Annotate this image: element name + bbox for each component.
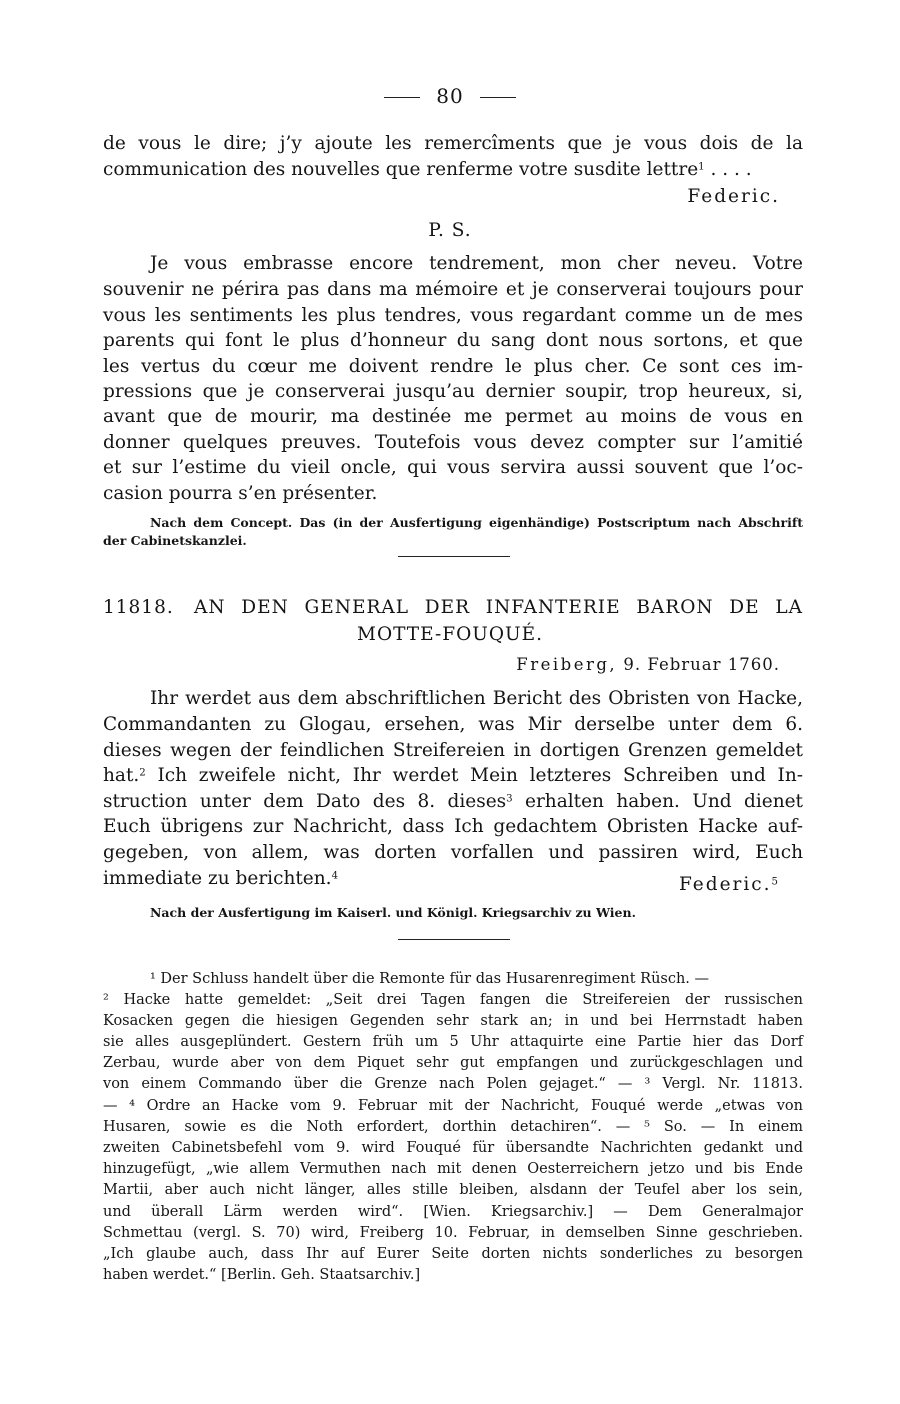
ps-line-10: casion pourra s’en présenter.	[103, 483, 378, 504]
page-number: 80	[436, 84, 464, 108]
footnote-ref-5: 5	[771, 876, 780, 888]
ps-line-2: souvenir ne périra pas dans ma mémoire et je conserverai toujours pour	[103, 279, 803, 300]
footnote-line-4: sie alles ausgeplündert. Gestern früh um 5 Uhr attaquirte eine Partie hier das Dorf	[103, 1034, 803, 1050]
letter2-line-5	[103, 791, 803, 812]
ps-line-3: vous les sentiments les plus tendres, vous regardant comme un de mes	[103, 305, 803, 326]
letter2-line-2: Commandanten zu Glogau, ersehen, was Mir derselbe unter dem 6.	[103, 714, 803, 735]
letter2-line-5-tail: erhalten haben. Und dienet	[512, 791, 803, 812]
footnote-divider	[398, 939, 510, 940]
letter2-line-8-text: immediate zu berichten.	[103, 868, 332, 889]
letter-title-line-1: AN DEN GENERAL DER INFANTERIE BARON DE LA	[194, 597, 803, 618]
letter2-line-5-text: struction unter dem Dato des 8. dieses	[103, 791, 507, 812]
footnote-line-1: ¹ Der Schluss handelt über die Remonte für das Husarenregiment Rüsch. —	[150, 971, 710, 987]
letter-title-line-2: MOTTE-FOUQUÉ.	[357, 624, 543, 645]
letter2-line-4	[103, 765, 803, 786]
header-dash-left	[384, 97, 420, 98]
letter2-line-4-tail: Ich zweifele nicht, Ihr werdet Mein letzteres Schreiben und In-	[145, 765, 803, 786]
footnote-ref-1: 1	[698, 161, 705, 173]
footnote-line-13: Schmettau (vergl. S. 70) wird, Freiberg 10. Februar, in demselben Sinne geschrieben.	[103, 1225, 803, 1241]
letter1-line-2	[103, 159, 803, 180]
letter1-source-line-2: der Cabinetskanzlei.	[103, 533, 247, 548]
letter2-line-3: dieses wegen der feindlichen Streifereien in dortigen Grenzen gemeldet	[103, 740, 803, 761]
ps-line-1: Je vous embrasse encore tendrement, mon cher neveu. Votre	[150, 253, 803, 274]
letter1-source-line-1: Nach dem Concept. Das (in der Ausfertigung eigenhändige) Postscriptum nach Abschrift	[150, 515, 803, 530]
letter-number: 11818.	[103, 597, 174, 618]
page-header	[0, 84, 900, 108]
section-divider	[398, 556, 510, 557]
ps-line-6: pressions que je conserverai jusqu’au dernier soupir, trop heureux, si,	[103, 381, 803, 402]
letter1-line-1: de vous le dire; j’y ajoute les remercîments que je vous dois de la	[103, 133, 803, 154]
footnote-line-11: Martii, aber auch nicht länger, alles stille bleiben, alsdann der Teufel aber los sein,	[103, 1182, 803, 1198]
ps-heading: P. S.	[428, 220, 472, 241]
footnote-ref-2: 2	[139, 767, 146, 779]
place-date	[516, 655, 780, 674]
ps-line-7: avant que de mourir, ma destinée me permet au moins de vous en	[103, 406, 803, 427]
footnote-line-3: Kosacken gegen die hiesigen Gegenden sehr stark an; in und bei Herrnstadt haben	[103, 1013, 803, 1029]
footnote-line-9: zweiten Cabinetsbefehl vom 9. wird Fouqué für übersandte Nachrichten gedankt und	[103, 1140, 803, 1156]
letter2-signature-text: Federic.	[678, 874, 772, 895]
letter1-line-2-text: communication des nouvelles que renferme votre susdite lettre	[103, 159, 699, 180]
footnote-line-5: Zerbau, wurde aber von dem Piquet sehr gut empfangen und zurückgeschlagen und	[103, 1055, 803, 1071]
footnote-line-12: und überall Lärm werden wird“. [Wien. Kriegsarchiv.] — Dem Generalmajor	[103, 1204, 803, 1220]
footnote-ref-3: 3	[506, 793, 513, 805]
footnote-line-15: haben werdet.“ [Berlin. Geh. Staatsarchiv.]	[103, 1267, 421, 1283]
ps-line-5: les vertus du cœur me doivent rendre le plus cher. Ce sont ces im-	[103, 356, 803, 377]
letter2-line-1: Ihr werdet aus dem abschriftlichen Bericht des Obristen von Hacke,	[150, 688, 803, 709]
place: Freiberg,	[516, 655, 618, 674]
letter2-line-4-text: hat.	[103, 765, 140, 786]
footnote-line-10: hinzugefügt, „wie allem Vermuthen nach mit denen Oesterreichern jetzo und bis Ende	[103, 1161, 803, 1177]
letter2-line-8	[103, 868, 503, 889]
letter2-line-7: gegeben, von allem, was dorten vorfallen und passiren wird, Euch	[103, 842, 803, 863]
footnote-line-7: — ⁴ Ordre an Hacke vom 9. Februar mit der Nachricht, Fouqué werde „etwas von	[103, 1098, 803, 1114]
ps-line-8: donner quelques preuves. Toutefois vous devez compter sur l’amitié	[103, 432, 803, 453]
letter2-signature	[679, 874, 780, 895]
ps-line-9: et sur l’estime du vieil oncle, qui vous servira aussi souvent que l’oc-	[103, 457, 803, 478]
footnote-line-2: ² Hacke hatte gemeldet: „Seit drei Tagen fangen die Streifereien der russischen	[103, 992, 803, 1008]
letter1-signature: Federic.	[687, 186, 780, 207]
letter2-line-6: Euch übrigens zur Nachricht, dass Ich gedachtem Obristen Hacke auf-	[103, 816, 803, 837]
footnote-ref-4: 4	[331, 870, 339, 882]
date: 9. Februar 1760.	[623, 655, 780, 674]
letter1-line-2-tail: . . . .	[704, 159, 752, 180]
header-dash-right	[480, 97, 516, 98]
footnote-line-8: Husaren, sowie es die Noth erfordert, dorthin detachiren“. — ⁵ So. — In einem	[103, 1119, 803, 1135]
footnote-line-14: „Ich glaube auch, dass Ihr auf Eurer Seite dorten nichts sonderliches zu besorgen	[103, 1246, 803, 1262]
ps-line-4: parents qui font le plus d’honneur du sang dont nous sortons, et que	[103, 330, 803, 351]
letter2-source: Nach der Ausfertigung im Kaiserl. und Königl. Kriegsarchiv zu Wien.	[150, 905, 636, 920]
footnote-line-6: von einem Commando über die Grenze nach Polen gejaget.“ — ³ Vergl. Nr. 11813.	[103, 1076, 803, 1092]
